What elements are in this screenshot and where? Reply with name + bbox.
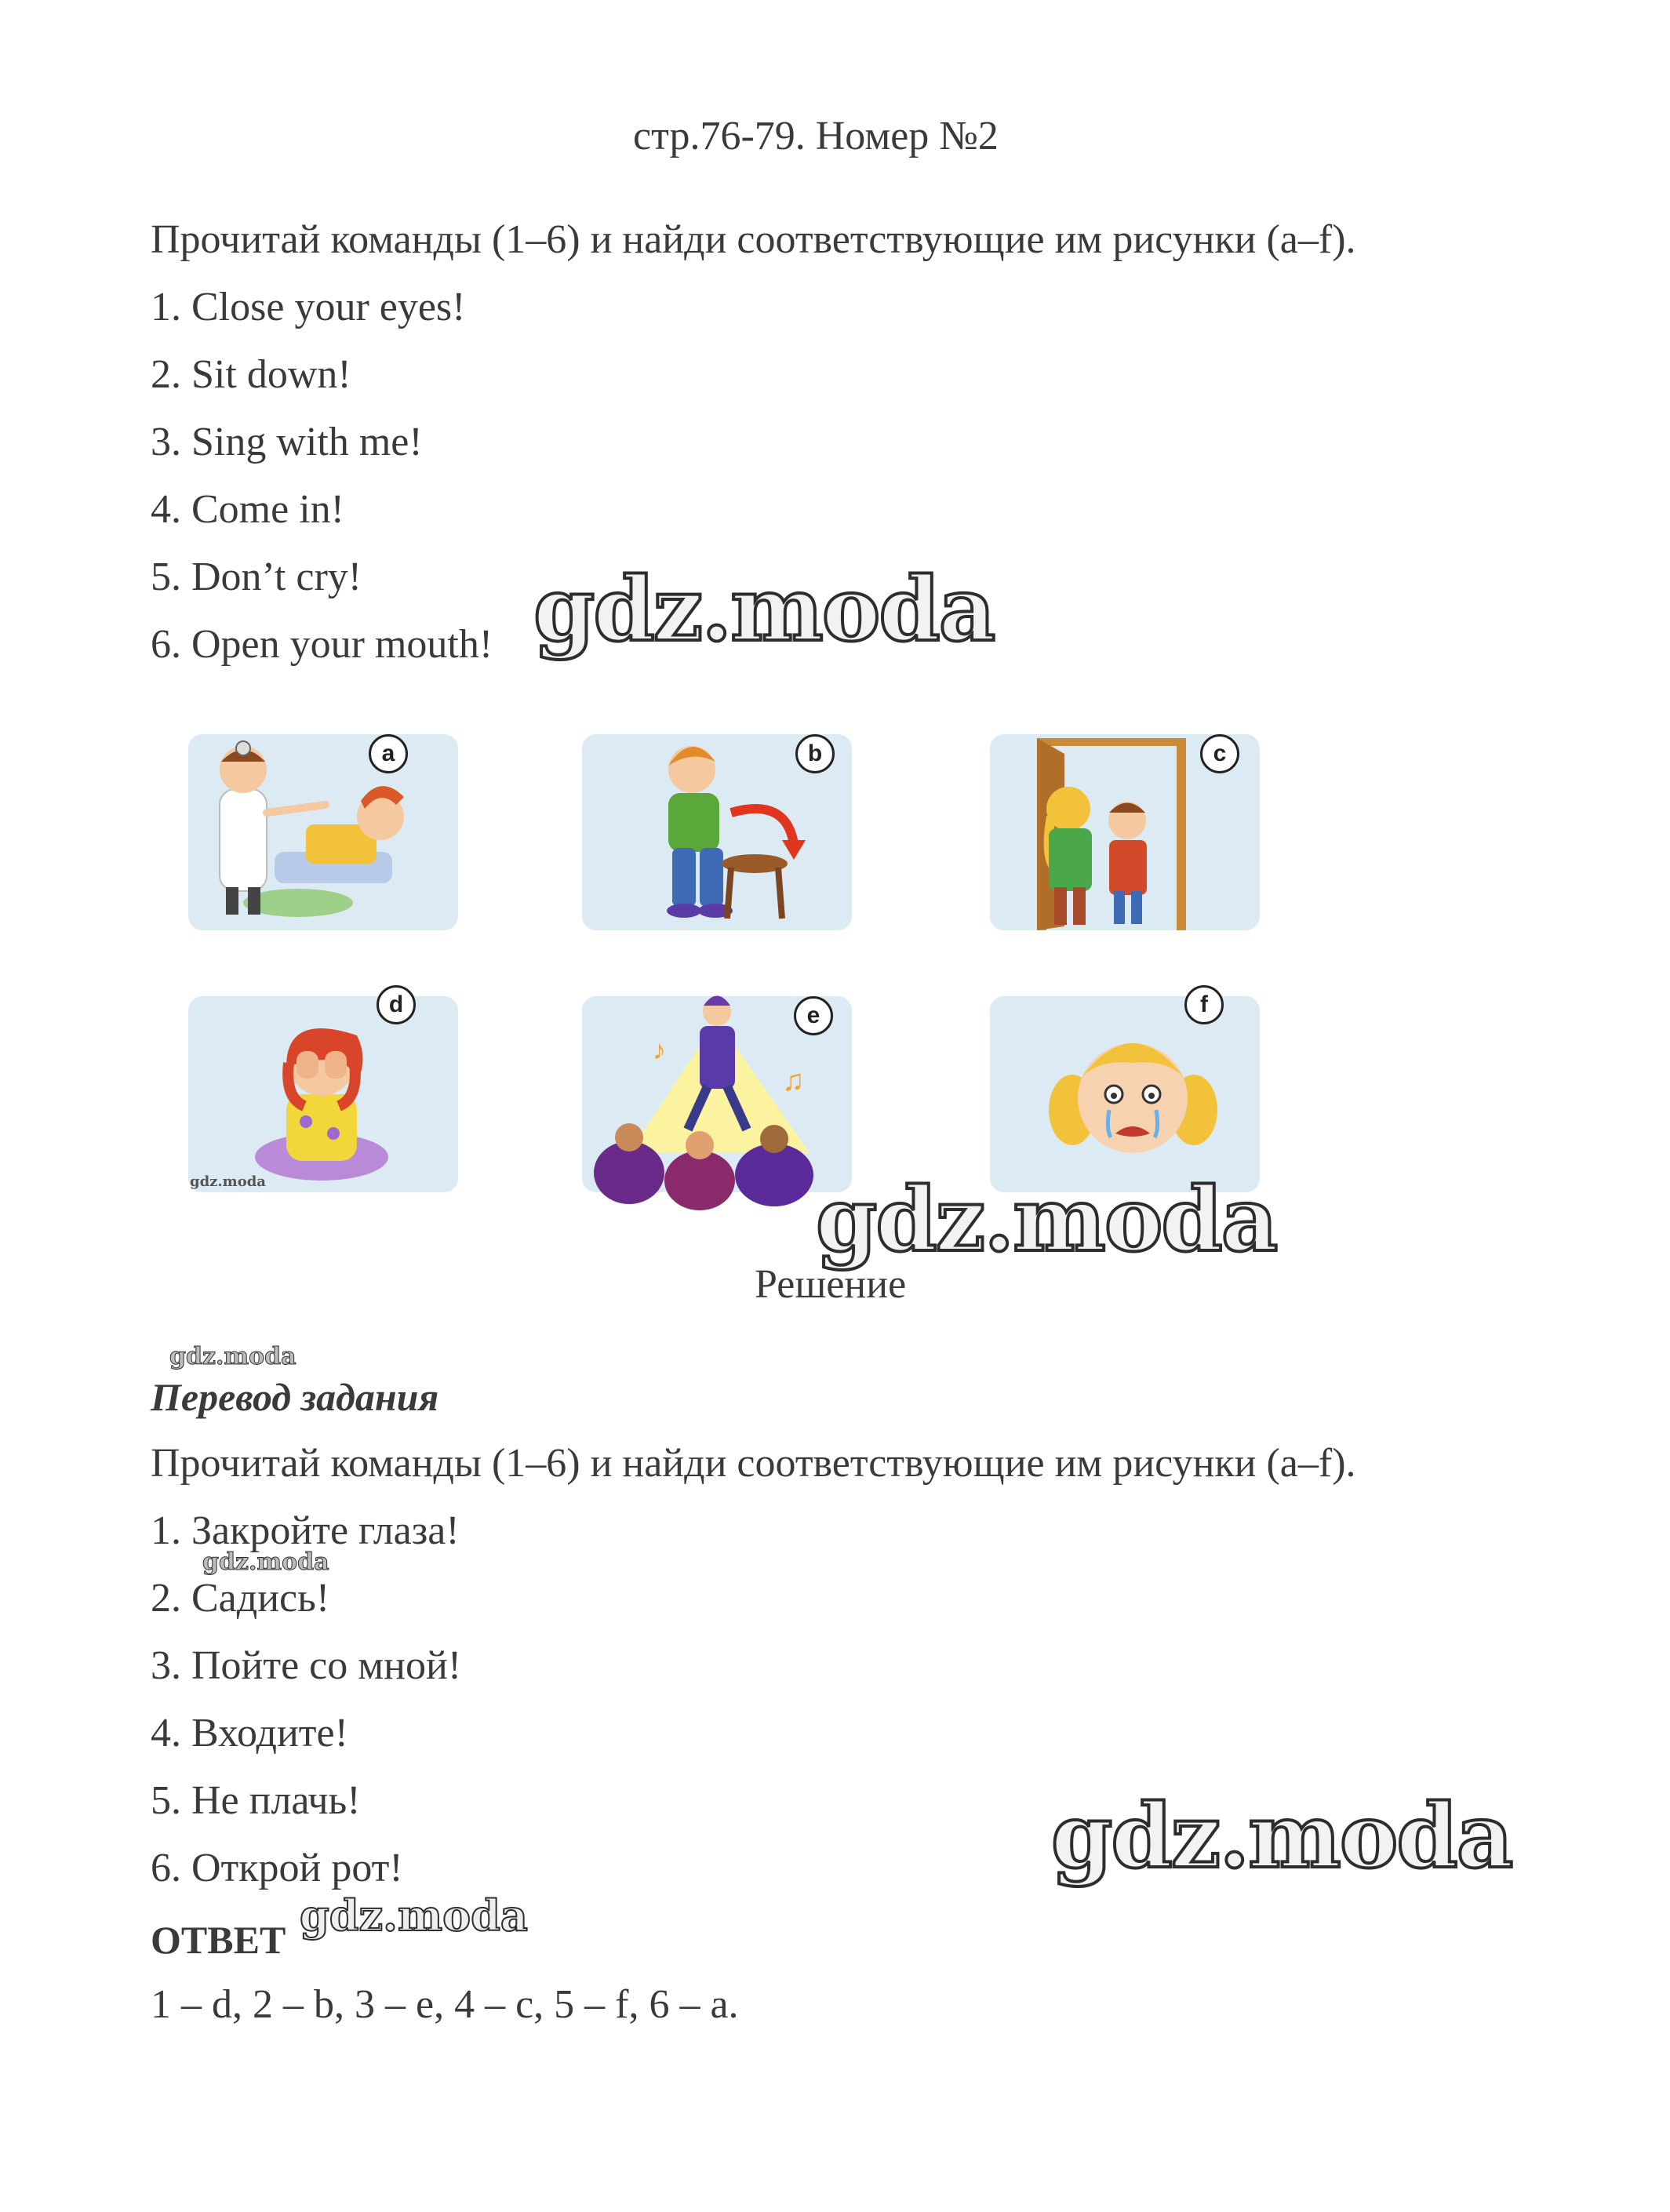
task-item-1: 1. Close your eyes! xyxy=(151,285,466,329)
picture-c xyxy=(990,734,1260,930)
translation-item-3: 3. Пойте со мной! xyxy=(151,1643,462,1688)
picture-e xyxy=(582,996,852,1192)
task-item-4: 4. Come in! xyxy=(151,487,344,532)
badge-e: e xyxy=(794,996,833,1035)
badge-f: f xyxy=(1184,985,1224,1024)
translation-heading: Перевод задания xyxy=(151,1375,439,1419)
page-title: стр.76-79. Номер №2 xyxy=(633,114,999,158)
svg-text:♪: ♪ xyxy=(653,1036,666,1065)
badge-a: a xyxy=(369,734,408,773)
picture-a xyxy=(188,734,458,930)
translation-item-4: 4. Входите! xyxy=(151,1711,348,1755)
watermark-large-2: gdz.moda xyxy=(816,1169,1277,1272)
task-item-2: 2. Sit down! xyxy=(151,352,351,397)
translation-item-2: 2. Садись! xyxy=(151,1576,330,1621)
crying-girl-icon xyxy=(990,996,1260,1192)
watermark-tiny: gdz.moda xyxy=(190,1173,266,1190)
translation-item-1: 1. Закройте глаза! xyxy=(151,1508,460,1553)
watermark-medium: gdz.moda xyxy=(300,1890,528,1941)
dentist-icon xyxy=(188,734,458,930)
answer-heading: ОТВЕТ xyxy=(151,1918,286,1962)
watermark-large-1: gdz.moda xyxy=(533,558,995,661)
answer-text: 1 – d, 2 – b, 3 – e, 4 – c, 5 – f, 6 – a. xyxy=(151,1982,739,2027)
task-item-6: 6. Open your mouth! xyxy=(151,622,493,667)
watermark-small-2: gdz.moda xyxy=(202,1548,329,1576)
translation-instruction: Прочитай команды (1–6) и найди соответствующие им рисунки (a–f). xyxy=(151,1441,1356,1486)
girl-covering-eyes-icon xyxy=(188,996,458,1192)
picture-d xyxy=(188,991,458,1192)
translation-item-5: 5. Не плачь! xyxy=(151,1778,361,1823)
watermark-small-1: gdz.moda xyxy=(169,1343,297,1370)
picture-f xyxy=(990,991,1260,1192)
task-item-3: 3. Sing with me! xyxy=(151,420,423,464)
watermark-large-3: gdz.moda xyxy=(1051,1785,1512,1888)
badge-b: b xyxy=(795,734,835,773)
task-instruction: Прочитай команды (1–6) и найди соответствующие им рисунки (a–f). xyxy=(151,217,1356,262)
translation-item-6: 6. Открой рот! xyxy=(151,1846,403,1890)
task-item-5: 5. Don’t cry! xyxy=(151,555,362,599)
svg-text:♫: ♫ xyxy=(782,1064,805,1097)
picture-b xyxy=(582,734,852,930)
badge-c: c xyxy=(1200,734,1239,773)
solution-heading: Решение xyxy=(755,1262,907,1307)
badge-d: d xyxy=(377,985,416,1024)
